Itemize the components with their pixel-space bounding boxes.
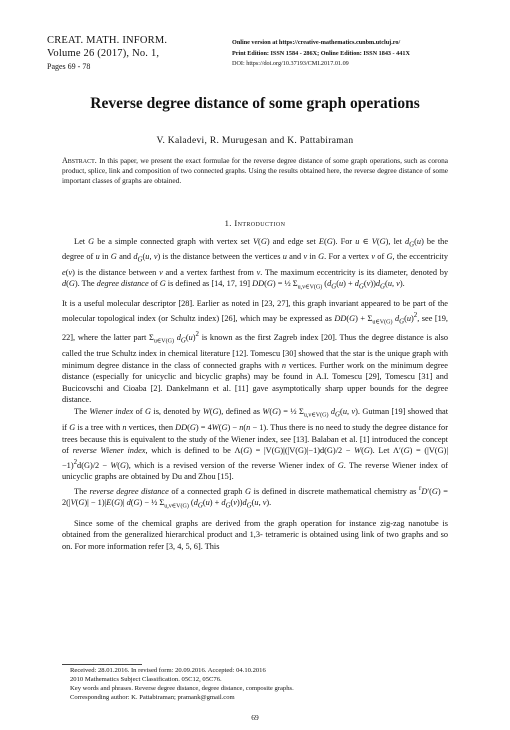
paragraph: The reverse degree distance of a connected graph G is defined in discrete mathematical chemistry as $^r$D′(G) = 2(|V(G)| − 1)|E(G)| d(G) − ½ $\Sigma_{u,v\in V(G)}$ $(d_G(u) + d_G(v))d_G(u$, v). [62, 484, 448, 510]
paper-title: Reverse degree distance of some graph operations [90, 95, 420, 112]
paragraph: Let G be a simple connected graph with vertex set V(G) and edge set E(G). For u ∈ V(G), let $d_G(u)$ be the degree of u in G and $d_G(u$, v) is the distance between the vertices u and v in G. For a vertex v of G, the eccentricity e(v) is the distance between v and a vertex farthest from v. The maximum eccentricity is its diameter, denoted by d(G). The degree distance of G is defined as [14, 17, 19] DD(G) = ½ $\Sigma_{u,v\in V(G)}$ $(d_G(u) + d_G(v))d_G(u$, v). [62, 237, 449, 291]
doi-line: DOI: https://doi.org/10.37193/CMI.2017.01.09 [232, 60, 349, 67]
abstract-label: Abstract. [62, 156, 97, 165]
publication-info [232, 38, 410, 70]
journal-header [47, 34, 167, 73]
online-version-line: Online version at https://creative-mathematics.cunbm.utcluj.ro/ [232, 39, 401, 46]
section-heading: 1. Introduction [224, 218, 286, 228]
footnote-keywords: Key words and phrases. Reverse degree distance, degree distance, composite graphs. [70, 685, 294, 692]
footnote-msc-text: 2010 Mathematics Subject Classification. 05C12, 05C76. [70, 676, 222, 683]
footnote-corresponding: Corresponding author: K. Pattabiraman; pramank@gmail.com [70, 694, 235, 701]
paragraph: It is a useful molecular descriptor [28]. Earlier as noted in [23, 27], this graph invariant appeared to be part of the molecular topological index (or Schultz index) [26], which may be expressed as $DD(G) + \Sigma_{u\in V(G)}$ $d_G(u)^2$, see [19, 22], where the latter part $\Sigma_{u\in V(G)}$ $d_G(u)^2$ is known as the first Zagreb index [20]. Thus the degree distance is also called the true Schultz index in chemical literature [12]. Tomescu [30] showed that the star is the unique graph with minimum degree distance in the class of connected graphs with n vertices. Further work on the minimum degree distance (especially for unicyclic and bicyclic graphs) may be found in A.I. Tomescu [29], Tomescu [31] and Bucicovschi and Cioaba [2]. Dankelmann et al. [11] gave asymptotically sharp upper bounds for the degree distance. [62, 299, 449, 405]
paragraph: The Wiener index of G is, denoted by W(G), defined as W(G) = ½ $\Sigma_{u,v\in V(G)}$ $d_G(u$, v). Gutman [19] showed that if G is a tree with n vertices, then DD(G) = 4W(G) − n(n − 1). Thus there is no need to study the degree distance for trees because this is equivalent to the study of the Wiener index, see [13]. Balaban et al. [1] introduced the concept of reverse Wiener index, which is defined to be Λ(G) = |V(G)|(|V(G)|−1)d(G)/2 − W(G). Let $\Lambda'(G) = (|V(G)|-1)^2d(G)/2 - W(G)$, which is a revised version of the reverse Wiener index of G. The reverse Wiener index of unicyclic graphs are obtained by Du and Zhou [15]. [62, 406, 449, 482]
footnote-msc [70, 676, 222, 685]
journal-name: CREAT. MATH. INFORM. [47, 35, 168, 46]
author-list: V. Kaladevi, R. Murugesan and K. Pattabiraman [156, 136, 354, 146]
footnote-received: Received: 28.01.2016. In revised form: 20.09.2016. Accepted: 04.10.2016 [70, 667, 266, 674]
paragraph: Since some of the chemical graphs are derived from the graph operation for instance zig-zag nanotube is obtained from the generalized hierarchical product and 1,3- tetrameric is obtained using link of two graphs and so on. For more information refer [3, 4, 5, 6]. This [62, 518, 448, 551]
abstract [62, 156, 448, 186]
page-number: 69 [251, 713, 259, 722]
issn-line: Print Edition: ISSN 1584 - 286X; Online Edition: ISSN 1843 - 441X [232, 49, 410, 57]
volume-line: Volume 26 (2017), No. 1, [47, 48, 160, 59]
footnote-rule [62, 664, 142, 665]
introduction-body [62, 236, 448, 552]
abstract-text: In this paper, we present the exact formulae for the reverse degree distance of some graph operations, such as corona product, splice, link and composition of two connected graphs. Using the results obtained here, the reverse degree distance of some important classes of graphs are obtained. [62, 156, 448, 185]
page-range: Pages 69 - 78 [47, 62, 91, 71]
